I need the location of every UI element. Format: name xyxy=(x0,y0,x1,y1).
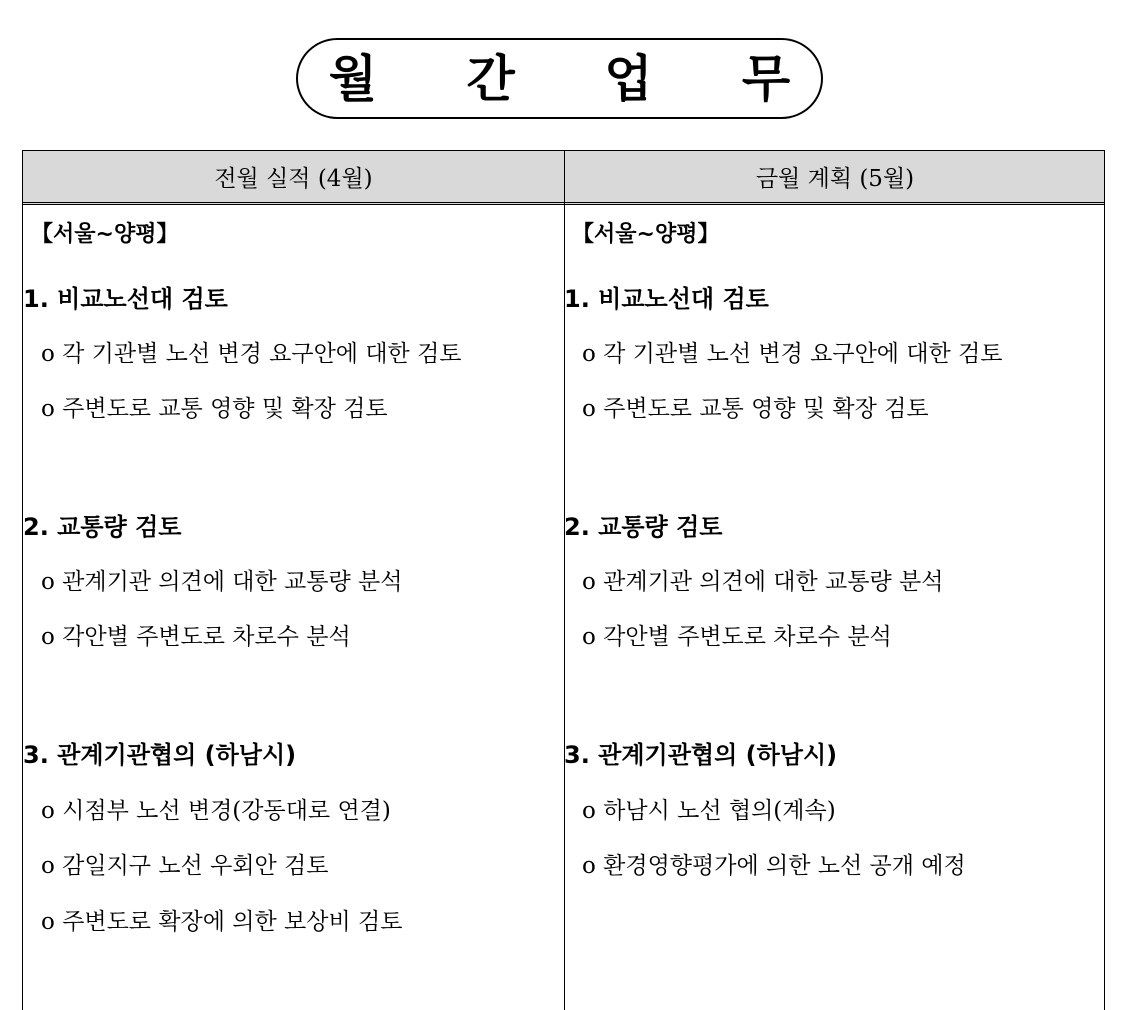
list-item: o 감일지구 노선 우회안 검토 xyxy=(41,853,329,879)
list-item: o 관계기관 의견에 대한 교통량 분석 xyxy=(582,569,944,595)
region-label: 【서울~양평】 xyxy=(31,222,179,247)
page-title-box xyxy=(296,38,827,119)
list-item: o 각안별 주변도로 차로수 분석 xyxy=(582,624,892,650)
section-title: 3. 관계기관협의 (하남시) xyxy=(564,741,838,769)
header-previous-month: 전월 실적 (4월) xyxy=(214,166,373,192)
header-current-month: 금월 계획 (5월) xyxy=(755,166,915,192)
list-item: o 주변도로 확장에 의한 보상비 검토 xyxy=(41,909,403,935)
monthly-work-table xyxy=(22,150,1105,1010)
section-title: 3. 관계기관협의 (하남시) xyxy=(23,741,297,769)
list-item: o 각 기관별 노선 변경 요구안에 대한 검토 xyxy=(41,341,462,367)
page-title: 월 간 업 무 xyxy=(328,49,827,108)
list-item: o 각안별 주변도로 차로수 분석 xyxy=(41,624,351,650)
section-title: 2. 교통량 검토 xyxy=(23,513,182,541)
list-item: o 환경영향평가에 의한 노선 공개 예정 xyxy=(582,853,966,879)
list-item: o 주변도로 교통 영향 및 확장 검토 xyxy=(41,396,388,422)
list-item: o 관계기관 의견에 대한 교통량 분석 xyxy=(41,569,403,595)
section-title: 1. 비교노선대 검토 xyxy=(564,285,769,313)
list-item: o 시점부 노선 변경(강동대로 연결) xyxy=(41,798,391,824)
section-title: 2. 교통량 검토 xyxy=(564,513,723,541)
list-item: o 각 기관별 노선 변경 요구안에 대한 검토 xyxy=(582,341,1003,367)
list-item: o 하남시 노선 협의(계속) xyxy=(582,798,836,824)
region-label: 【서울~양평】 xyxy=(572,222,720,247)
list-item: o 주변도로 교통 영향 및 확장 검토 xyxy=(582,396,929,422)
section-title: 1. 비교노선대 검토 xyxy=(23,285,228,313)
